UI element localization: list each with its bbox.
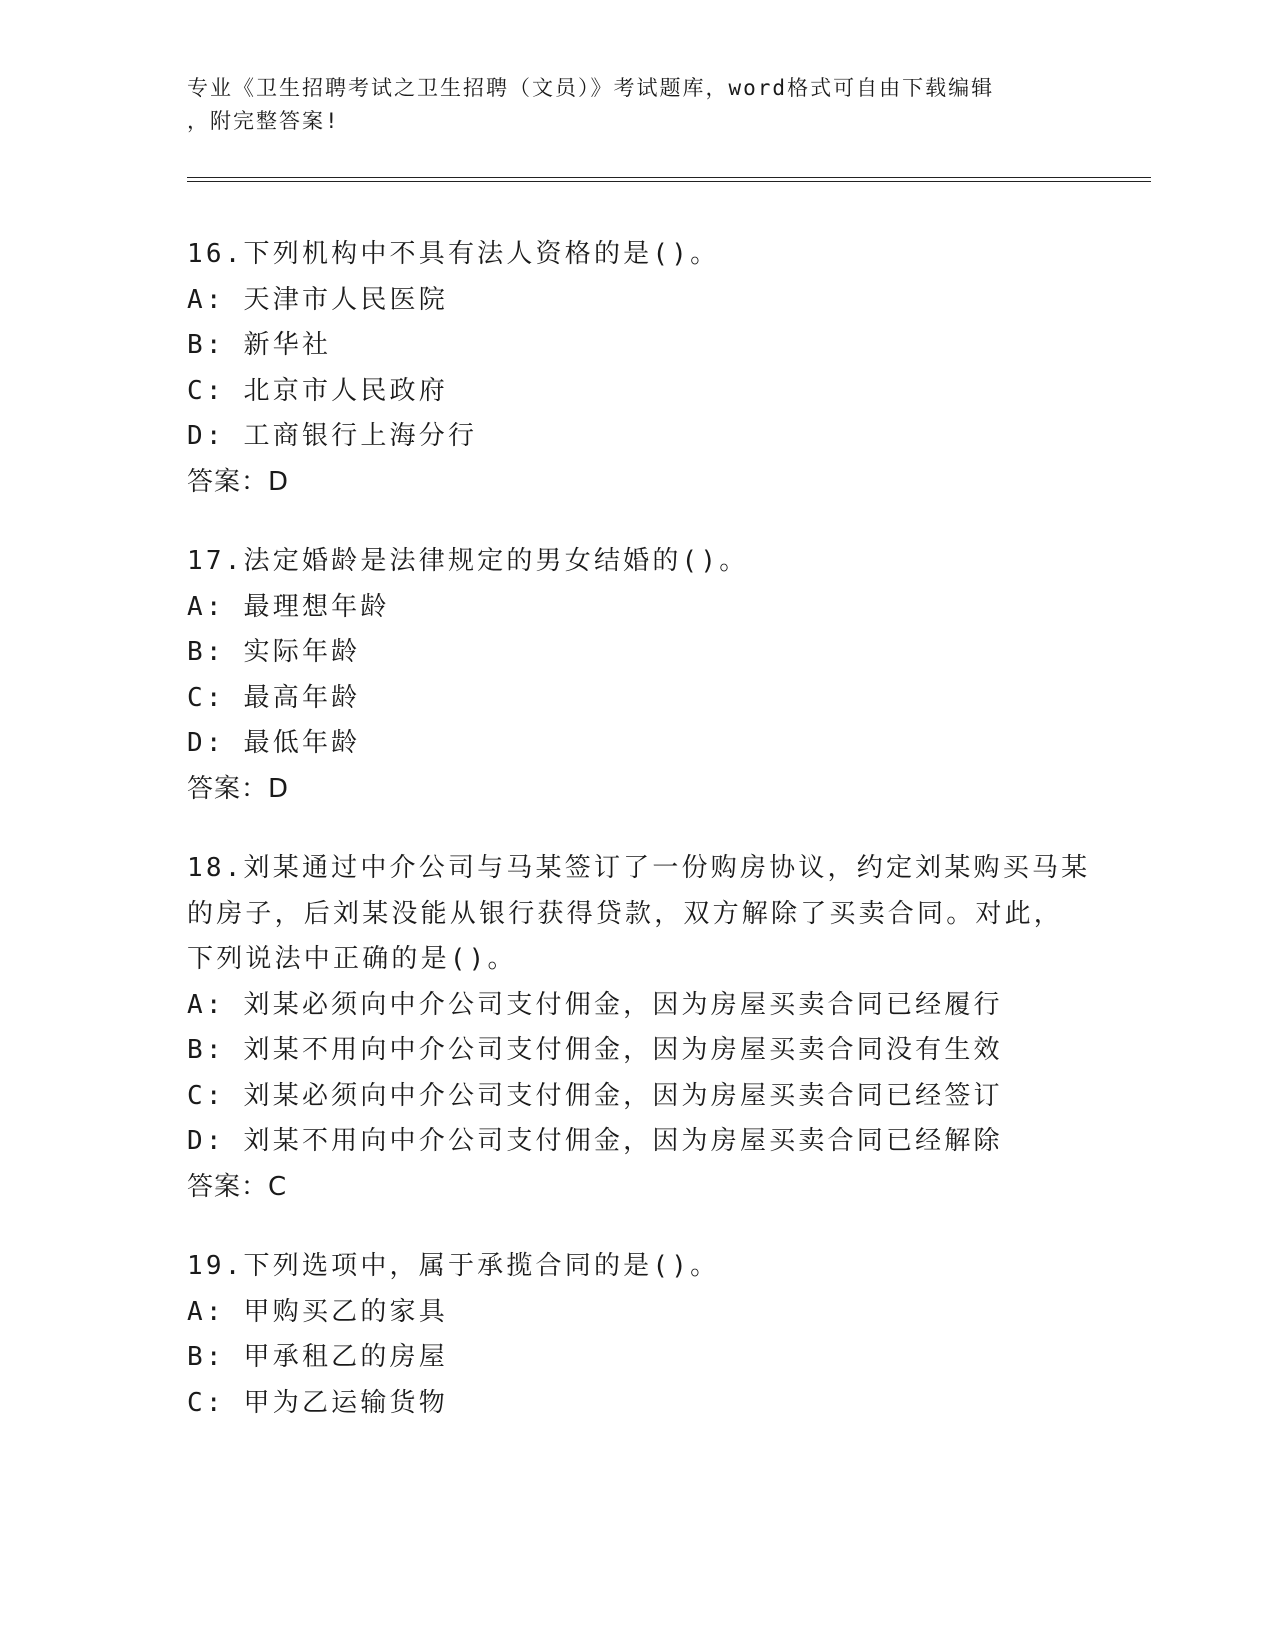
question-19 [187,1244,1087,1426]
question-stem: 16.下列机构中不具有法人资格的是()。 [187,239,720,269]
document-header [187,72,1067,138]
option-a: A: 天津市人民医院 [187,284,448,315]
question-stem-line-3: 下列说法中正确的是()。 [187,944,517,974]
option-d: D: 最低年龄 [187,728,361,758]
option-c: C: 刘某必须向中介公司支付佣金，因为房屋买卖合同已经签订 [187,1080,1003,1111]
option-b: B: 实际年龄 [187,637,361,667]
option-a: A: 甲购买乙的家具 [187,1296,448,1327]
option-c: C: 北京市人民政府 [187,375,448,406]
question-17 [187,539,1087,812]
option-b: B: 刘某不用向中介公司支付佣金，因为房屋买卖合同没有生效 [187,1035,1003,1065]
question-list [187,232,1091,1460]
question-16 [187,232,1087,505]
option-c: C: 最高年龄 [187,682,361,713]
option-a: A: 刘某必须向中介公司支付佣金，因为房屋买卖合同已经履行 [187,989,1003,1020]
option-b: B: 甲承租乙的房屋 [187,1342,448,1372]
question-stem: 17.法定婚龄是法律规定的男女结婚的()。 [187,546,749,576]
answer-label: 答案：D [187,773,290,804]
option-d: D: 刘某不用向中介公司支付佣金，因为房屋买卖合同已经解除 [187,1126,1003,1156]
question-18 [187,846,1091,1210]
header-line-2: ，附完整答案! [187,109,340,133]
header-divider-top [187,177,1151,178]
answer-label: 答案：D [187,466,290,497]
header-divider-bottom [187,181,1151,182]
option-b: B: 新华社 [187,330,332,360]
answer-label: 答案：C [187,1171,288,1202]
option-a: A: 最理想年龄 [187,591,390,622]
option-c: C: 甲为乙运输货物 [187,1387,448,1418]
header-line-1: 专业《卫生招聘考试之卫生招聘（文员）》考试题库，word格式可自由下载编辑 [187,76,995,100]
question-stem: 19.下列选项中，属于承揽合同的是()。 [187,1251,720,1281]
question-stem-line-1: 18.刘某通过中介公司与马某签订了一份购房协议，约定刘某购买马某 [187,853,1091,883]
question-stem-line-2: 的房子，后刘某没能从银行获得贷款，双方解除了买卖合同。对此， [187,898,1064,929]
option-d: D: 工商银行上海分行 [187,421,478,451]
